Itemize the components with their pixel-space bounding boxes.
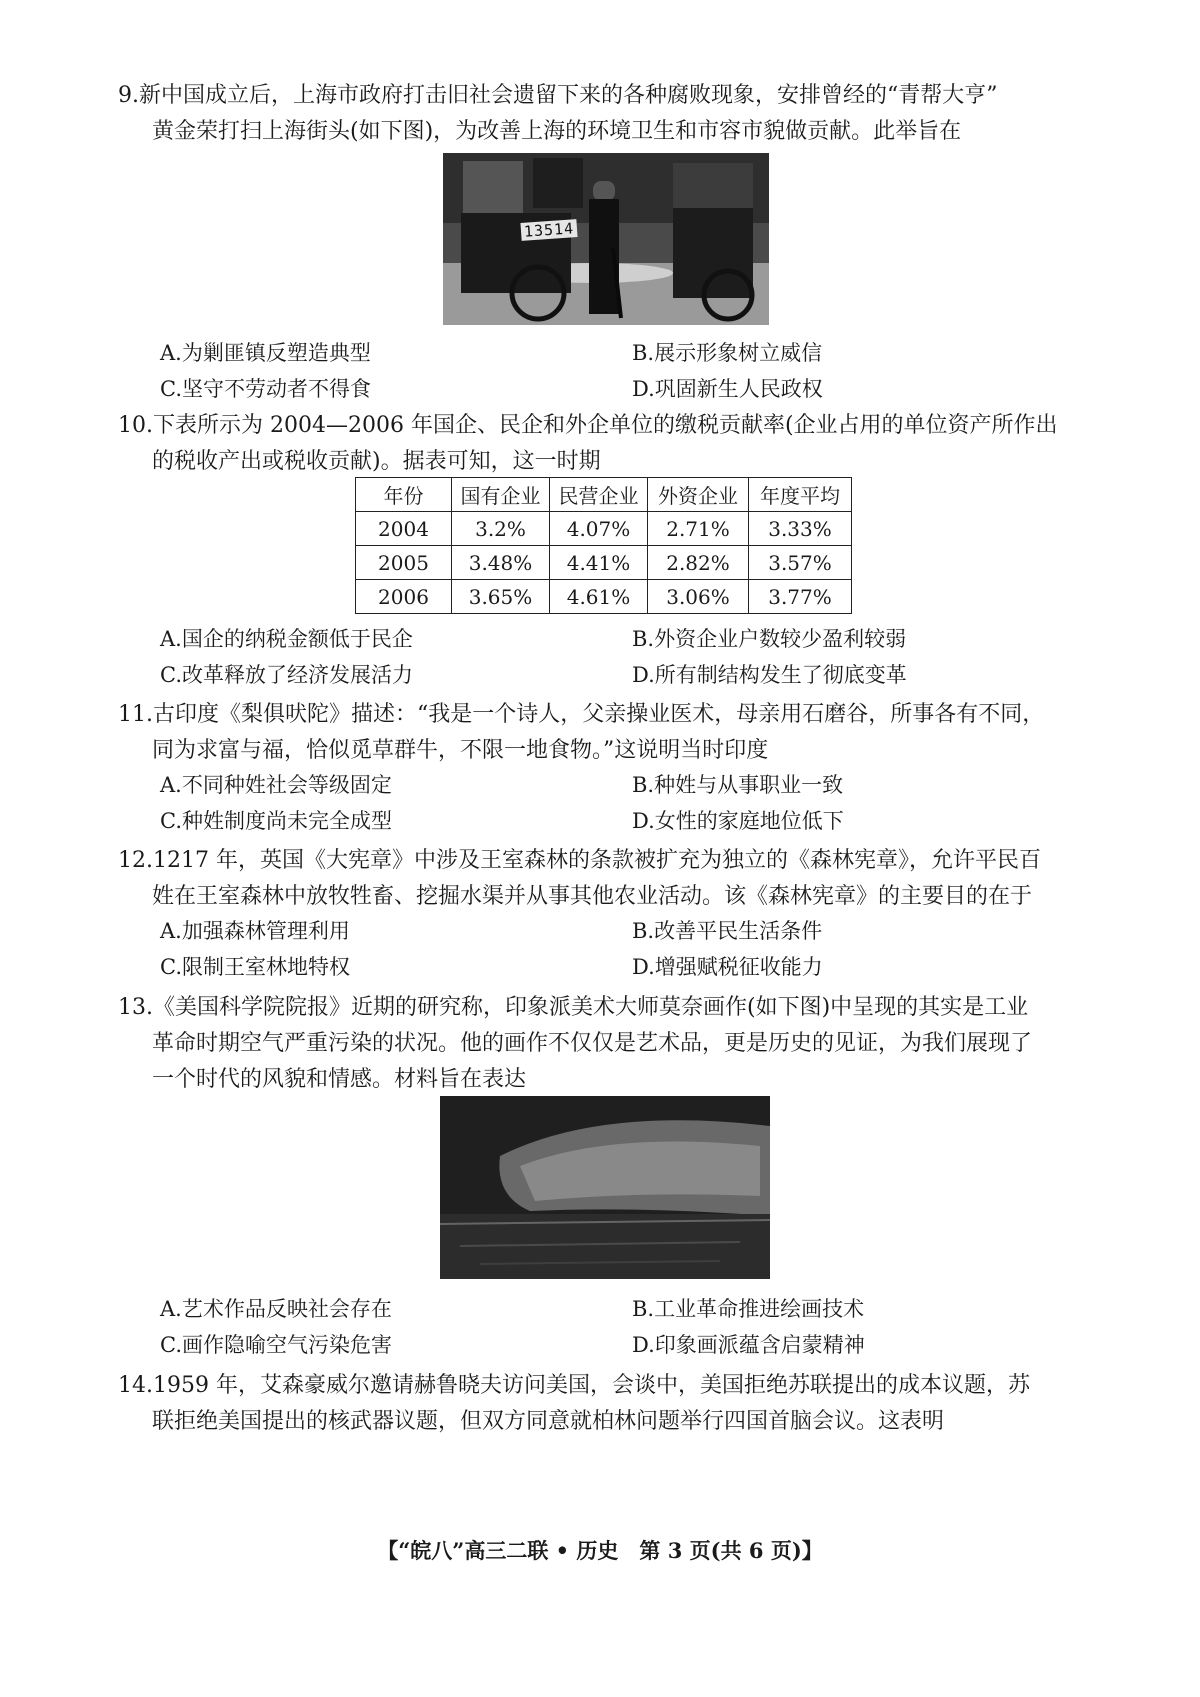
- question-9: [118, 78, 1098, 150]
- table-cell: 3.33%: [749, 512, 852, 546]
- question-13-line3: 一个时代的风貌和情感。材料旨在表达: [152, 1067, 527, 1092]
- carriage-sweeping-photo: [443, 153, 769, 325]
- table-cell: 2004: [356, 512, 452, 546]
- q11-option-d[interactable]: D.女性的家庭地位低下: [632, 809, 844, 833]
- table-row: [356, 580, 852, 614]
- q13-option-c[interactable]: C.画作隐喻空气污染危害: [160, 1333, 392, 1357]
- question-13-line2: 革命时期空气严重污染的状况。他的画作不仅仅是艺术品，更是历史的见证，为我们展现了: [152, 1031, 1033, 1056]
- question-9-line2: 黄金荣打扫上海街头(如下图)，为改善上海的环境卫生和市容市貌做贡献。此举旨在: [152, 119, 962, 144]
- carriage-number-label: 13514: [520, 219, 577, 241]
- table-cell: 4.07%: [550, 512, 648, 546]
- q11-option-c[interactable]: C.种姓制度尚未完全成型: [160, 809, 392, 833]
- question-11-line1: 11.古印度《梨俱吠陀》描述：“我是一个诗人，父亲操业医术，母亲用石磨谷，所事各有不同，: [118, 702, 1045, 727]
- question-14-line1: 14.1959 年，艾森豪威尔邀请赫鲁晓夫访问美国，会谈中，美国拒绝苏联提出的成本议题，苏: [118, 1373, 1030, 1398]
- table-cell: 2005: [356, 546, 452, 580]
- question-13-line1: 13.《美国科学院院报》近期的研究称，印象派美术大师莫奈画作(如下图)中呈现的其实是工业: [118, 995, 1029, 1020]
- table-cell: 2.71%: [648, 512, 749, 546]
- question-14: [118, 1368, 1098, 1440]
- table-header-cell: 外资企业: [648, 478, 749, 512]
- question-11: [118, 697, 1098, 769]
- q12-option-d[interactable]: D.增强赋税征收能力: [632, 955, 823, 979]
- table-header-cell: 年度平均: [749, 478, 852, 512]
- q12-option-a[interactable]: A.加强森林管理利用: [160, 919, 350, 943]
- q9-option-a[interactable]: A.为剿匪镇反塑造典型: [160, 341, 371, 365]
- table-cell: 4.41%: [550, 546, 648, 580]
- q12-option-c[interactable]: C.限制王室林地特权: [160, 955, 350, 979]
- q10-option-d[interactable]: D.所有制结构发生了彻底变革: [632, 663, 907, 687]
- table-cell: 3.77%: [749, 580, 852, 614]
- q9-option-b[interactable]: B.展示形象树立威信: [632, 341, 823, 365]
- question-12: [118, 843, 1098, 915]
- table-cell: 3.2%: [452, 512, 550, 546]
- q13-option-a[interactable]: A.艺术作品反映社会存在: [160, 1297, 392, 1321]
- q10-option-c[interactable]: C.改革释放了经济发展活力: [160, 663, 413, 687]
- question-10-line2: 的税收产出或税收贡献)。据表可知，这一时期: [152, 449, 601, 474]
- monet-painting-image: [440, 1096, 770, 1279]
- q12-option-b[interactable]: B.改善平民生活条件: [632, 919, 823, 943]
- table-header-cell: 民营企业: [550, 478, 648, 512]
- question-12-line1: 12.1217 年，英国《大宪章》中涉及王室森林的条款被扩充为独立的《森林宪章》，允许平民百: [118, 848, 1041, 873]
- question-11-line2: 同为求富与福，恰似觅草群牛，不限一地食物。”这说明当时印度: [152, 738, 769, 763]
- q9-option-d[interactable]: D.巩固新生人民政权: [632, 377, 823, 401]
- q13-option-d[interactable]: D.印象画派蕴含启蒙精神: [632, 1333, 865, 1357]
- table-cell: 4.61%: [550, 580, 648, 614]
- q10-option-a[interactable]: A.国企的纳税金额低于民企: [160, 627, 413, 651]
- q13-option-b[interactable]: B.工业革命推进绘画技术: [632, 1297, 865, 1321]
- table-cell: 3.48%: [452, 546, 550, 580]
- question-14-line2: 联拒绝美国提出的核武器议题，但双方同意就柏林问题举行四国首脑会议。这表明: [152, 1409, 945, 1434]
- table-cell: 2006: [356, 580, 452, 614]
- question-10: [118, 408, 1098, 480]
- table-cell: 2.82%: [648, 546, 749, 580]
- table-header-cell: 年份: [356, 478, 452, 512]
- question-12-line2: 姓在王室森林中放牧牲畜、挖掘水渠并从事其他农业活动。该《森林宪章》的主要目的在于: [152, 884, 1033, 909]
- table-header-row: [356, 478, 852, 512]
- question-13: [118, 990, 1098, 1098]
- q11-option-a[interactable]: A.不同种姓社会等级固定: [160, 773, 392, 797]
- page-footer: 【“皖八”高三二联 • 历史 第 3 页(共 6 页)】: [377, 1538, 823, 1563]
- q9-option-c[interactable]: C.坚守不劳动者不得食: [160, 377, 371, 401]
- q10-option-b[interactable]: B.外资企业户数较少盈利较弱: [632, 627, 907, 651]
- tax-contribution-table: [355, 477, 852, 614]
- table-cell: 3.57%: [749, 546, 852, 580]
- table-header-cell: 国有企业: [452, 478, 550, 512]
- table-cell: 3.65%: [452, 580, 550, 614]
- question-10-line1: 10.下表所示为 2004—2006 年国企、民企和外企单位的缴税贡献率(企业占用的单位资产所作出: [118, 413, 1058, 438]
- table-cell: 3.06%: [648, 580, 749, 614]
- question-9-line1: 9.新中国成立后，上海市政府打击旧社会遗留下来的各种腐败现象，安排曾经的“青帮大亨”: [118, 83, 998, 108]
- table-row: [356, 546, 852, 580]
- q11-option-b[interactable]: B.种姓与从事职业一致: [632, 773, 844, 797]
- table-row: [356, 512, 852, 546]
